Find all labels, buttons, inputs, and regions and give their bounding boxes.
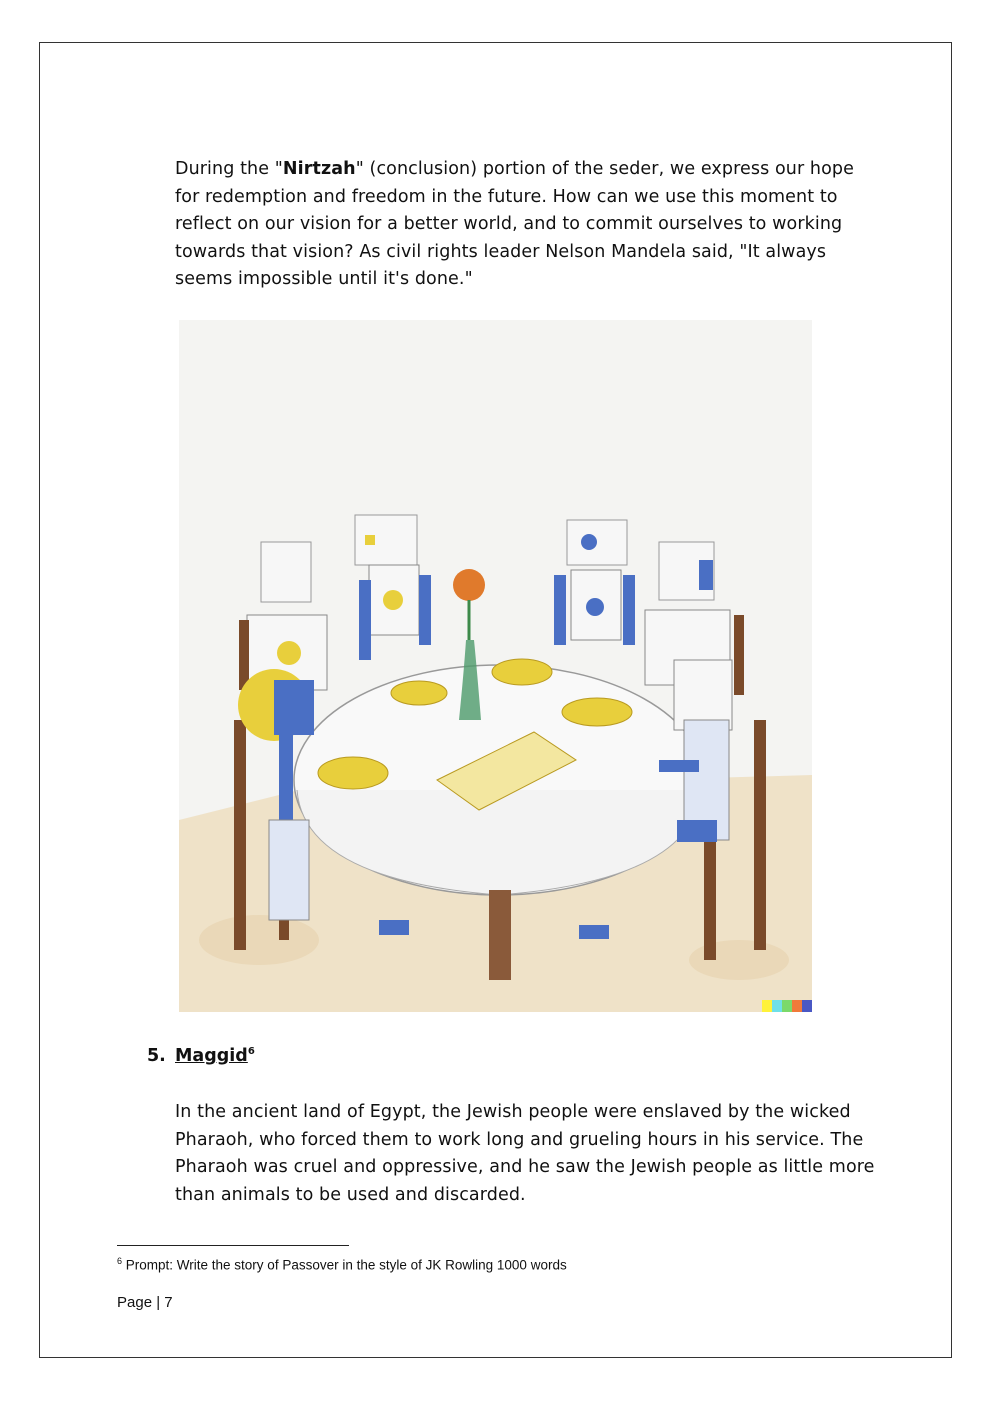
- footnote-reference[interactable]: 6: [247, 1046, 255, 1058]
- intro-text-rest: " (conclusion) portion of the seder, we express our hope for redemption and freedom in the future. How can we use this moment to reflect on our vision for a better world, and to commit ourselves to working towards that vision? As civil rights leader Nelson Mandela said, "It always seems impossible until it's done.": [175, 159, 854, 289]
- maggid-paragraph: In the ancient land of Egypt, the Jewish people were enslaved by the wicked Pharaoh, who forced them to work long and grueling hours in his service. The Pharaoh was cruel and oppressive, and he saw the Jewish people as little more than animals to be used and discarded.: [175, 1102, 875, 1205]
- section-heading-maggid: [147, 1046, 255, 1066]
- intro-text-start: During the ": [175, 159, 283, 179]
- footnote: [117, 1256, 567, 1273]
- section-title: Maggid: [175, 1046, 248, 1066]
- page-number: Page | 7: [117, 1294, 173, 1311]
- nirtzah-term: Nirtzah: [282, 159, 356, 179]
- section-number: 5.: [147, 1046, 166, 1066]
- robot-seder-illustration: [179, 320, 812, 1012]
- footnote-text: Prompt: Write the story of Passover in the style of JK Rowling 1000 words: [122, 1257, 567, 1273]
- footnote-marker: 6: [117, 1256, 123, 1266]
- nirtzah-paragraph: [175, 156, 875, 294]
- footnote-separator: [117, 1245, 349, 1246]
